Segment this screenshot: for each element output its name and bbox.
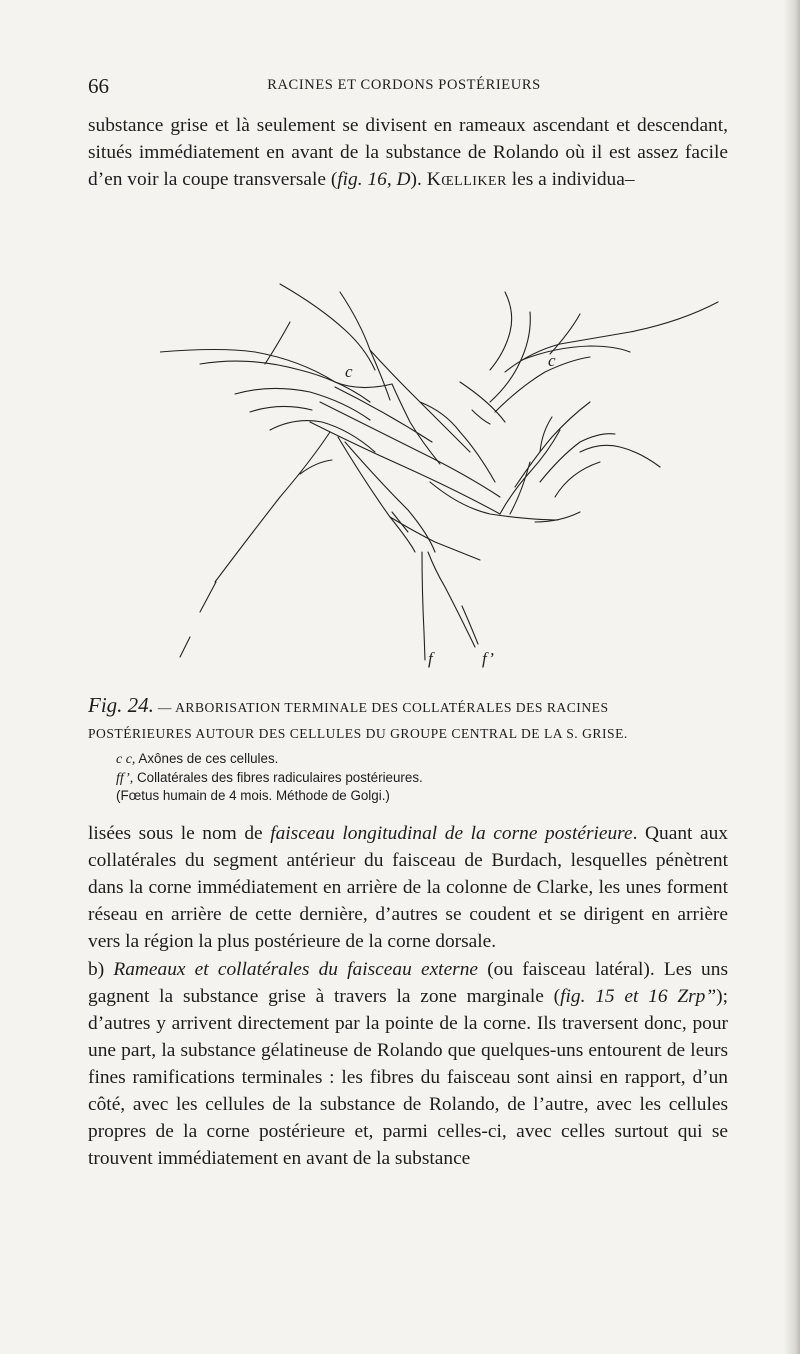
paragraph-1-line-1: substance grise et là seulement se divisent en rameaux ascendant et descendant,	[88, 115, 728, 136]
caption-title-line-1: ARBORISATION TERMINALE DES COLLATÉRALES DES RACINES	[175, 700, 609, 715]
paragraph-1-line-2: situés immédiatement en avant de la substance de Rolando où il est assez	[88, 142, 679, 163]
figure-24-drawing	[160, 252, 730, 682]
figure-label-f: f	[428, 649, 433, 668]
figure-label-c-right: c	[548, 351, 556, 370]
figure-caption-title	[88, 692, 748, 747]
paragraph-2-rest: . Quant aux collatérales du segment antérieur du faisceau de Burdach, lesquelles pénètrent dans la corne immédiatement en arrière de la colonne de Clarke, les unes forment réseau en arrière de cette dernière, d’autres se coudent et se dirigent en arrière vers la région la plus postérieure de la corne dorsale.	[88, 823, 729, 952]
figure-number: Fig. 24.	[88, 693, 154, 717]
paragraph-1-line-3b: ).	[410, 169, 427, 190]
paragraph-2	[88, 820, 728, 955]
paragraph-3	[88, 956, 728, 1172]
page-edge-shadow	[784, 0, 800, 1354]
paragraph-1	[88, 112, 728, 193]
legend-source: (Fœtus humain de 4 mois. Méthode de Golgi.)	[116, 788, 390, 803]
paragraph-3-part-a: (ou faisceau latéral). Les uns gagnent la substance grise à travers la zone marginale (	[88, 959, 728, 1007]
legend-entry-ff	[116, 769, 736, 788]
paragraph-3-prefix: b)	[88, 959, 114, 980]
legend-entry-cc	[116, 750, 736, 769]
paragraph-3-figure-reference: fig. 15 et 16 Zrp”	[560, 986, 717, 1007]
figure-legend	[116, 750, 736, 805]
paragraph-3-term: Rameaux et collatérales du faisceau externe	[113, 959, 479, 980]
legend-abbr-ff: ff’,	[116, 770, 134, 786]
caption-dash: —	[153, 700, 176, 715]
paragraph-2-intro: lisées sous le nom de	[88, 823, 271, 844]
figure-label-f-prime: f’	[482, 649, 494, 668]
figure-reference: fig. 16, D	[337, 169, 411, 190]
page-number: 66	[88, 74, 109, 98]
legend-abbr-cc: c c,	[116, 752, 136, 767]
paragraph-2-term: faisceau longitudinal de la corne postérieure	[270, 823, 633, 844]
paragraph-1-line-3a: facile d’en voir la coupe transversale (	[88, 142, 728, 190]
author-name: Kœlliker	[426, 169, 507, 190]
legend-text-ff: Collatérales des fibres radiculaires postérieures.	[133, 769, 423, 785]
caption-title-line-2: POSTÉRIEURES AUTOUR DES CELLULES DU GROUPE CENTRAL DE LA S. GRISE.	[88, 726, 628, 741]
legend-text-cc: Axônes de ces cellules.	[135, 751, 279, 766]
paragraph-3-part-b: ); d’autres y arrivent directement par la pointe de la corne. Ils traversent donc, pour une part, la substance gélatineuse de Rolando que quelques-uns entourent de leurs fines ramifications terminales : les fibres du faisceau sont ainsi en rapport, d’un côté, avec les cellules de la substance de Rolando, de l’autre, avec les cellules propres de la corne postérieure et, parmi celles-ci, avec celles surtout qui se trouvent immédiatement en avant de la substance	[88, 986, 728, 1169]
running-title: RACINES ET CORDONS POSTÉRIEURS	[267, 77, 541, 93]
page-header	[88, 74, 720, 98]
figure-label-c-left: c	[345, 362, 353, 381]
paragraph-1-line-3c: les a individua–	[506, 169, 635, 190]
